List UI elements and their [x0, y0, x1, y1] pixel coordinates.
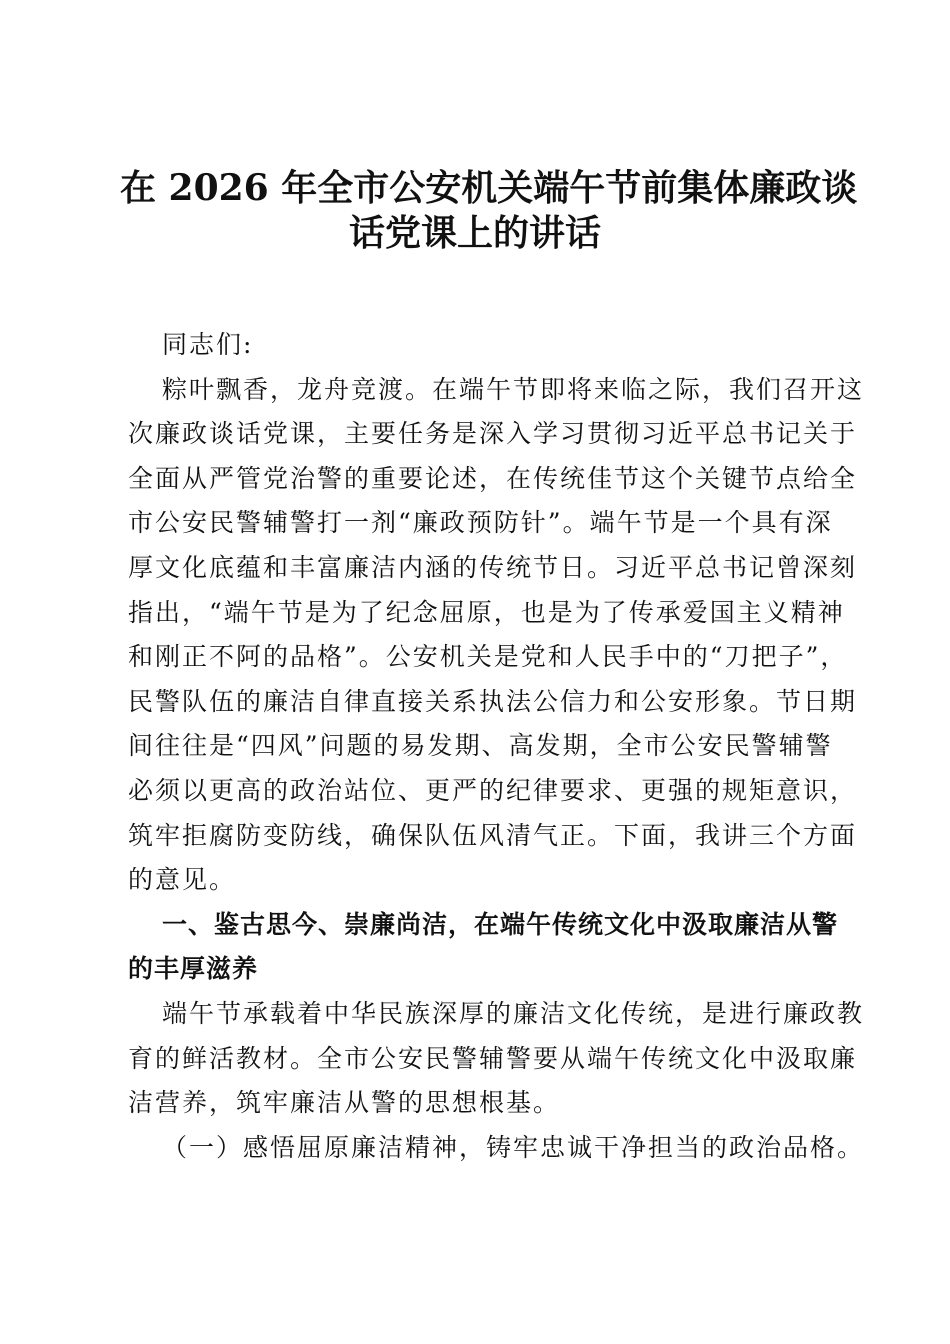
salutation: 同志们: [162, 330, 254, 359]
section-heading-line: 一、鉴古思今、崇廉尚洁，在端午传统文化中汲取廉洁从警 [162, 909, 839, 939]
section-line: 洁营养，筑牢廉洁从警的思想根基。 [128, 1088, 561, 1118]
intro-paragraph [128, 368, 865, 903]
intro-line: 次廉政谈话党课，主要任务是深入学习贯彻习近平总书记关于 [128, 419, 858, 449]
section-line: 育的鲜活教材。全市公安民警辅警要从端午传统文化中汲取廉 [128, 1043, 858, 1073]
intro-line: 全面从严管党治警的重要论述，在传统佳节这个关键节点给全 [128, 463, 858, 493]
intro-line: 民警队伍的廉洁自律直接关系执法公信力和公安形象。节日期 [128, 686, 858, 716]
document-title [120, 160, 858, 254]
section-heading-line: 的丰厚滋养 [128, 954, 259, 984]
section-line: 端午节承载着中华民族深厚的廉洁文化传统，是进行廉政教 [162, 998, 865, 1028]
intro-line: 厚文化底蕴和丰富廉洁内涵的传统节日。习近平总书记曾深刻 [128, 552, 858, 582]
intro-line: 的意见。 [128, 865, 237, 895]
title-line-1: 在 2026 年全市公安机关端午节前集体廉政谈 [120, 167, 858, 209]
intro-line: 必须以更高的政治站位、更严的纪律要求、更强的规矩意识， [128, 775, 858, 805]
section-1-paragraph [128, 992, 865, 1126]
intro-line: 粽叶飘香，龙舟竞渡。在端午节即将来临之际，我们召开这 [162, 374, 865, 404]
intro-line: 指出，“端午节是为了纪念屈原，也是为了传承爱国主义精神 [128, 597, 845, 627]
intro-line: 市公安民警辅警打一剂“廉政预防针”。端午节是一个具有深 [128, 508, 833, 538]
section-1-heading [128, 903, 839, 992]
intro-line: 和刚正不阿的品格”。公安机关是党和人民手中的“刀把子”， [128, 642, 848, 672]
document-body [128, 323, 865, 1170]
subsection-1-heading: （一）感悟屈原廉洁精神，铸牢忠诚干净担当的政治品格。 [162, 1132, 865, 1162]
intro-line: 间往往是“四风”问题的易发期、高发期，全市公安民警辅警 [128, 731, 833, 761]
title-line-2: 话党课上的讲话 [348, 211, 601, 254]
intro-line: 筑牢拒腐防变防线，确保队伍风清气正。下面，我讲三个方面 [128, 820, 858, 850]
